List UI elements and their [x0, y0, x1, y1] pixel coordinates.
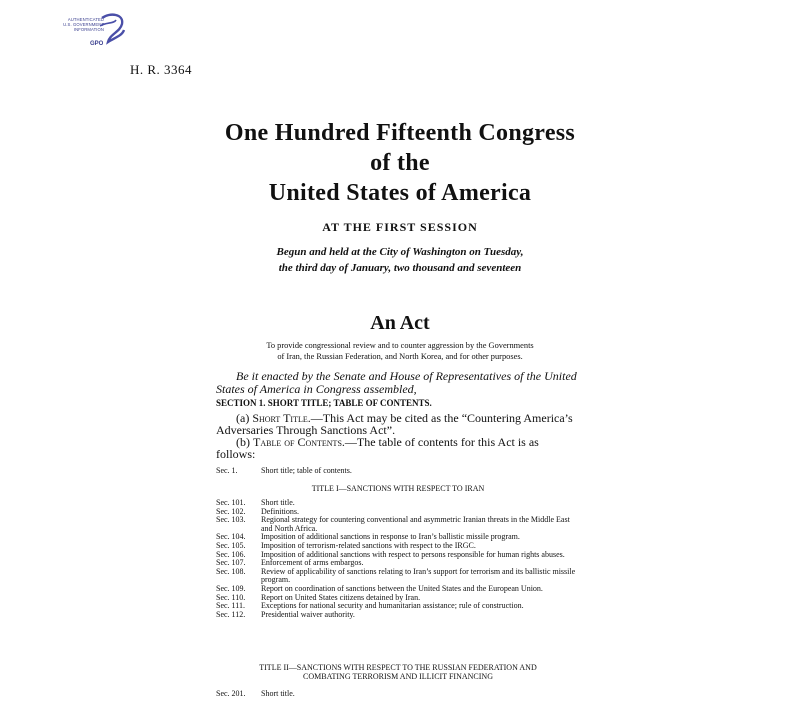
toc-row [216, 568, 580, 585]
toc-num: Sec. 111. [216, 601, 245, 611]
toc-text: Report on United States citizens detained by Iran. [261, 592, 421, 602]
toc-text: Imposition of additional sanctions with respect to persons responsible for human rights abuses. [261, 549, 565, 559]
paragraph-short-title [216, 412, 580, 436]
bill-number: H. R. 3364 [130, 62, 193, 77]
toc-title1-list [216, 499, 580, 619]
toc-num: Sec. 104. [216, 532, 246, 542]
act-purpose [0, 340, 800, 362]
toc-row [216, 516, 580, 533]
toc-text: Imposition of additional sanctions in response to Iran’s ballistic missile program. [261, 532, 520, 542]
enacting-clause: Be it enacted by the Senate and House of Representatives of the United States of America in Congress assembled, [216, 369, 577, 396]
toc-num: Sec. 109. [216, 583, 246, 593]
toc-text: Short title. [261, 498, 295, 507]
gpo-mark: GPO [90, 41, 104, 47]
toc-num: Sec. 105. [216, 540, 246, 550]
section1-heading: SECTION 1. SHORT TITLE; TABLE OF CONTENTS. [216, 398, 432, 408]
title2-heading-line1: TITLE II—SANCTIONS WITH RESPECT TO THE RUSSIAN FEDERATION AND [259, 663, 537, 672]
para-text: .—The table of contents for this Act is as follows: [216, 435, 539, 461]
toc-row [216, 690, 580, 699]
congress-heading-line3: United States of America [268, 180, 532, 206]
toc-num: Sec. 1. [216, 466, 238, 475]
title1-heading: TITLE I—SANCTIONS WITH RESPECT TO IRAN [311, 484, 485, 493]
paragraph-table-of-contents [216, 436, 580, 460]
begun-statement [0, 244, 800, 276]
toc-text: Imposition of terrorism-related sanctions with respect to the IRGC. [261, 540, 476, 550]
toc-num: Sec. 101. [216, 498, 246, 507]
toc-text: Short title; table of contents. [261, 466, 352, 475]
toc-num: Sec. 102. [216, 506, 246, 516]
toc-text: Definitions. [261, 506, 299, 516]
toc-title2-list [216, 690, 580, 699]
toc-num: Sec. 112. [216, 609, 246, 619]
toc-text: Enforcement of arms embargos. [261, 558, 364, 568]
para-label: Table of Contents [253, 435, 342, 449]
logo-text-line: AUTHENTICATED [67, 17, 104, 22]
toc-text: Short title. [261, 689, 295, 698]
congress-heading-line2: of the [370, 150, 430, 176]
title2-heading-line2: COMBATING TERRORISM AND ILLICIT FINANCING [303, 672, 493, 681]
toc-num: Sec. 107. [216, 558, 246, 568]
toc-text: Presidential waiver authority. [261, 609, 355, 619]
toc-row [216, 467, 580, 476]
toc-num: Sec. 201. [216, 689, 246, 698]
begun-line2: the third day of January, two thousand and seventeen [278, 262, 522, 274]
toc-text: Regional strategy for countering conventional and asymmetric Iranian threats in the Middle East and North Africa. [261, 515, 570, 533]
toc-num: Sec. 103. [216, 515, 246, 525]
logo-text [24, 17, 104, 32]
purpose-line1: To provide congressional review and to counter aggression by the Governments [266, 341, 534, 350]
session-heading: AT THE FIRST SESSION [322, 220, 478, 234]
para-label: Short Title [252, 411, 308, 425]
toc-text: Review of applicability of sanctions relating to Iran’s support for terrorism and its ballistic missile program. [261, 566, 576, 585]
para-text: .—This Act may be cited as the “Countering America’s Adversaries Through Sanctions Act”. [216, 411, 573, 437]
gpo-authenticated-logo [22, 12, 132, 52]
logo-text-line: U.S. GOVERNMENT [63, 22, 104, 27]
congress-heading-line1: One Hundred Fifteenth Congress [224, 120, 576, 146]
para-prefix: (b) [236, 435, 253, 449]
toc-text: Exceptions for national security and humanitarian assistance; rule of construction. [261, 601, 524, 611]
toc-text: Report on coordination of sanctions between the United States and the European Union. [261, 583, 543, 593]
toc-num: Sec. 108. [216, 566, 246, 576]
toc-row [216, 611, 580, 620]
begun-line1: Begun and held at the City of Washington on Tuesday, [276, 246, 524, 258]
purpose-line2: of Iran, the Russian Federation, and North Korea, and for other purposes. [277, 352, 523, 361]
toc-num: Sec. 106. [216, 549, 246, 559]
act-title: An Act [370, 312, 430, 334]
toc-num: Sec. 110. [216, 592, 246, 602]
para-prefix: (a) [236, 411, 253, 425]
toc-section-1 [216, 467, 580, 476]
title2-heading [216, 663, 580, 681]
logo-text-line: INFORMATION [73, 27, 104, 32]
